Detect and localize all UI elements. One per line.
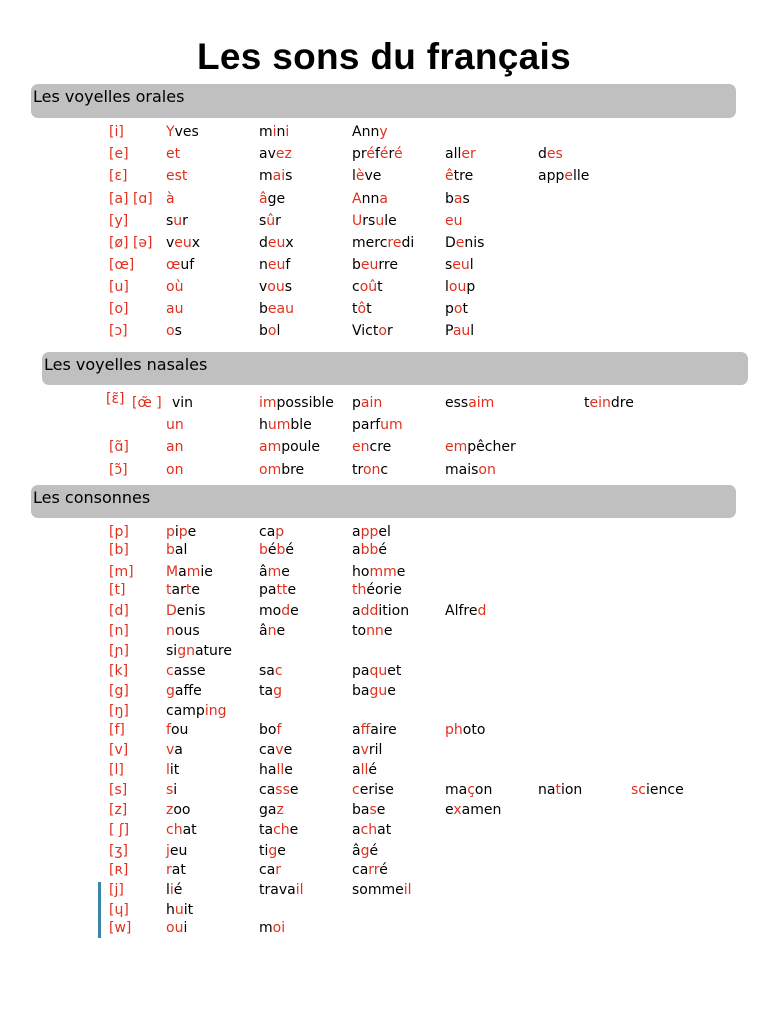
example-word: tag bbox=[259, 683, 282, 699]
phoneme-symbol: [g] bbox=[109, 683, 129, 699]
phoneme-symbol: [œ] bbox=[109, 257, 135, 273]
example-word: parfum bbox=[352, 417, 403, 433]
example-word: allé bbox=[352, 762, 377, 778]
example-word: science bbox=[631, 782, 684, 798]
example-word: deux bbox=[259, 235, 294, 251]
phoneme-symbol: [ɛ] bbox=[109, 168, 128, 184]
phoneme-symbol: [ø] [ə] bbox=[109, 235, 153, 251]
example-word: car bbox=[259, 862, 282, 878]
phoneme-symbol: [s] bbox=[109, 782, 128, 798]
consonant-row bbox=[0, 524, 768, 544]
phoneme-symbol: [a] [ɑ] bbox=[109, 191, 153, 207]
example-word: veux bbox=[166, 235, 201, 251]
phoneme-symbol: [m] bbox=[109, 564, 134, 580]
example-word: gaffe bbox=[166, 683, 202, 699]
example-word: homme bbox=[352, 564, 406, 580]
example-word: ombre bbox=[259, 462, 305, 478]
example-word: empêcher bbox=[445, 439, 516, 455]
example-word: coût bbox=[352, 279, 383, 295]
phoneme-symbol: [p] bbox=[109, 524, 129, 540]
example-word: où bbox=[166, 279, 184, 295]
example-word: lève bbox=[352, 168, 382, 184]
example-word: Paul bbox=[445, 323, 475, 339]
example-word: tronc bbox=[352, 462, 389, 478]
example-word: teindre bbox=[584, 395, 634, 411]
example-word: essaim bbox=[445, 395, 495, 411]
example-word: beurre bbox=[352, 257, 398, 273]
oral-vowel-row bbox=[0, 213, 768, 233]
example-word: pain bbox=[352, 395, 383, 411]
example-word: vin bbox=[172, 395, 194, 411]
example-word: affaire bbox=[352, 722, 397, 738]
example-word: âme bbox=[259, 564, 290, 580]
example-word: beau bbox=[259, 301, 294, 317]
nasal-vowel-row bbox=[0, 462, 768, 482]
section-title: Les voyelles orales bbox=[33, 87, 185, 106]
example-word: encre bbox=[352, 439, 392, 455]
phoneme-symbol: [b] bbox=[109, 542, 129, 558]
example-word: Anna bbox=[352, 191, 388, 207]
phoneme-symbol: [d] bbox=[109, 603, 129, 619]
example-word: moi bbox=[259, 920, 286, 936]
example-word: abbé bbox=[352, 542, 387, 558]
margin-bar bbox=[98, 882, 101, 938]
consonant-row bbox=[0, 742, 768, 762]
consonant-row bbox=[0, 762, 768, 782]
example-word: maison bbox=[445, 462, 496, 478]
oral-vowel-row bbox=[0, 279, 768, 299]
phoneme-symbol: [ɔ] bbox=[109, 323, 128, 339]
example-word: Denis bbox=[445, 235, 485, 251]
phoneme-symbol: [ɑ̃] bbox=[109, 439, 129, 455]
example-word: bof bbox=[259, 722, 282, 738]
example-word: ampoule bbox=[259, 439, 321, 455]
example-word: Yves bbox=[166, 124, 199, 140]
example-word: est bbox=[166, 168, 188, 184]
phoneme-symbol: [ɔ̃] bbox=[109, 462, 128, 478]
phoneme-symbol: [ŋ] bbox=[109, 703, 129, 719]
example-word: travail bbox=[259, 882, 304, 898]
example-word: bague bbox=[352, 683, 396, 699]
example-word: Alfred bbox=[445, 603, 487, 619]
example-word: bol bbox=[259, 323, 281, 339]
example-word: Denis bbox=[166, 603, 206, 619]
example-word: casse bbox=[166, 663, 206, 679]
phoneme-symbol: [n] bbox=[109, 623, 129, 639]
example-word: zoo bbox=[166, 802, 191, 818]
example-word: bas bbox=[445, 191, 470, 207]
consonant-row bbox=[0, 663, 768, 683]
phoneme-symbol: [l] bbox=[109, 762, 124, 778]
example-word: avril bbox=[352, 742, 383, 758]
consonant-row bbox=[0, 582, 768, 602]
example-word: huit bbox=[166, 902, 194, 918]
example-word: on bbox=[166, 462, 184, 478]
example-word: tôt bbox=[352, 301, 372, 317]
example-word: théorie bbox=[352, 582, 402, 598]
example-word: au bbox=[166, 301, 184, 317]
example-word: être bbox=[445, 168, 474, 184]
consonant-row bbox=[0, 703, 768, 723]
consonant-row bbox=[0, 802, 768, 822]
section-header-voyelles-nasales bbox=[42, 352, 748, 385]
example-word: tarte bbox=[166, 582, 200, 598]
example-word: neuf bbox=[259, 257, 291, 273]
consonant-row bbox=[0, 683, 768, 703]
consonant-row bbox=[0, 542, 768, 562]
consonant-row bbox=[0, 603, 768, 623]
example-word: humble bbox=[259, 417, 312, 433]
example-word: chat bbox=[166, 822, 197, 838]
consonant-row bbox=[0, 722, 768, 742]
consonant-row bbox=[0, 822, 768, 842]
example-word: mercredi bbox=[352, 235, 415, 251]
example-word: lit bbox=[166, 762, 180, 778]
example-word: cerise bbox=[352, 782, 394, 798]
example-word: addition bbox=[352, 603, 410, 619]
example-word: seul bbox=[445, 257, 474, 273]
example-word: paquet bbox=[352, 663, 402, 679]
phoneme-symbol: [e] bbox=[109, 146, 129, 162]
oral-vowel-row bbox=[0, 301, 768, 321]
example-word: aller bbox=[445, 146, 476, 162]
example-word: un bbox=[166, 417, 184, 433]
phoneme-symbol: [ɥ] bbox=[109, 902, 129, 918]
example-word: signature bbox=[166, 643, 232, 659]
phoneme-symbol: [z] bbox=[109, 802, 128, 818]
example-word: avez bbox=[259, 146, 292, 162]
example-word: rat bbox=[166, 862, 186, 878]
oral-vowel-row bbox=[0, 191, 768, 211]
example-word: si bbox=[166, 782, 178, 798]
oral-vowel-row bbox=[0, 257, 768, 277]
example-word: os bbox=[166, 323, 182, 339]
example-word: gaz bbox=[259, 802, 284, 818]
oral-vowel-row bbox=[0, 124, 768, 144]
example-word: an bbox=[166, 439, 184, 455]
example-word: sac bbox=[259, 663, 283, 679]
oral-vowel-row bbox=[0, 168, 768, 188]
example-word: Victor bbox=[352, 323, 393, 339]
consonant-row bbox=[0, 782, 768, 802]
example-word: sur bbox=[166, 213, 188, 229]
example-word: cave bbox=[259, 742, 293, 758]
example-word: mode bbox=[259, 603, 299, 619]
example-word: examen bbox=[445, 802, 502, 818]
example-word: achat bbox=[352, 822, 392, 838]
consonant-row bbox=[0, 623, 768, 643]
phoneme-symbol: [ʀ] bbox=[109, 862, 129, 878]
example-word: halle bbox=[259, 762, 293, 778]
section-title: Les consonnes bbox=[33, 488, 151, 507]
example-word: fou bbox=[166, 722, 189, 738]
phoneme-symbol: [k] bbox=[109, 663, 129, 679]
phoneme-symbol: [v] bbox=[109, 742, 129, 758]
example-word: pipe bbox=[166, 524, 197, 540]
example-word: mais bbox=[259, 168, 293, 184]
example-word: maçon bbox=[445, 782, 493, 798]
example-word: appel bbox=[352, 524, 391, 540]
example-word: âge bbox=[259, 191, 286, 207]
section-title: Les voyelles nasales bbox=[44, 355, 208, 374]
example-word: appelle bbox=[538, 168, 590, 184]
example-word: nation bbox=[538, 782, 583, 798]
example-word: âgé bbox=[352, 843, 379, 859]
example-word: vous bbox=[259, 279, 293, 295]
consonant-row bbox=[0, 564, 768, 584]
example-word: Mamie bbox=[166, 564, 213, 580]
example-word: tonne bbox=[352, 623, 393, 639]
phoneme-symbol: [o] bbox=[109, 301, 129, 317]
example-word: carré bbox=[352, 862, 388, 878]
example-word: oui bbox=[166, 920, 188, 936]
consonant-row bbox=[0, 862, 768, 882]
section-header-voyelles-orales bbox=[31, 84, 736, 118]
example-word: photo bbox=[445, 722, 486, 738]
example-word: bébé bbox=[259, 542, 295, 558]
consonant-row bbox=[0, 902, 768, 922]
oral-vowel-row bbox=[0, 235, 768, 255]
example-word: bal bbox=[166, 542, 188, 558]
example-word: des bbox=[538, 146, 563, 162]
example-word: tache bbox=[259, 822, 299, 838]
example-word: âne bbox=[259, 623, 286, 639]
example-word: et bbox=[166, 146, 181, 162]
oral-vowel-row bbox=[0, 146, 768, 166]
nasal-vowel-row bbox=[0, 439, 768, 459]
page-title: Les sons du français bbox=[196, 36, 572, 77]
example-word: tige bbox=[259, 843, 286, 859]
example-word: eu bbox=[445, 213, 463, 229]
example-word: sommeil bbox=[352, 882, 412, 898]
nasal-vowel-row bbox=[0, 391, 768, 415]
example-word: loup bbox=[445, 279, 476, 295]
example-word: jeu bbox=[166, 843, 188, 859]
phoneme-symbol: [ ʃ] bbox=[109, 822, 130, 838]
example-word: préféré bbox=[352, 146, 403, 162]
example-word: lié bbox=[166, 882, 183, 898]
example-word: Ursule bbox=[352, 213, 397, 229]
example-word: à bbox=[166, 191, 175, 207]
phoneme-symbol: [ɲ] bbox=[109, 643, 129, 659]
phoneme-symbol: [ɛ̃] bbox=[106, 391, 125, 407]
oral-vowel-row bbox=[0, 323, 768, 343]
consonant-row bbox=[0, 843, 768, 863]
phoneme-symbol: [j] bbox=[109, 882, 124, 898]
phoneme-symbol: [u] bbox=[109, 279, 129, 295]
example-word: va bbox=[166, 742, 183, 758]
example-word: camping bbox=[166, 703, 227, 719]
example-word: œuf bbox=[166, 257, 195, 273]
example-word: casse bbox=[259, 782, 299, 798]
phoneme-symbol: [ʒ] bbox=[109, 843, 129, 859]
example-word: pot bbox=[445, 301, 468, 317]
phoneme-symbol: [w] bbox=[109, 920, 132, 936]
phoneme-symbol: [t] bbox=[109, 582, 126, 598]
example-word: base bbox=[352, 802, 386, 818]
section-header-consonnes bbox=[31, 485, 736, 518]
consonant-row bbox=[0, 920, 768, 940]
example-word: mini bbox=[259, 124, 290, 140]
phoneme-symbol: [y] bbox=[109, 213, 129, 229]
example-word: cap bbox=[259, 524, 285, 540]
consonant-row bbox=[0, 882, 768, 902]
example-word: impossible bbox=[259, 395, 334, 411]
nasal-vowel-row bbox=[0, 417, 768, 437]
example-word: patte bbox=[259, 582, 297, 598]
example-word: nous bbox=[166, 623, 200, 639]
consonant-row bbox=[0, 643, 768, 663]
phoneme-symbol: [f] bbox=[109, 722, 125, 738]
example-word: Anny bbox=[352, 124, 388, 140]
example-word: sûr bbox=[259, 213, 281, 229]
phoneme-symbol: [i] bbox=[109, 124, 124, 140]
phoneme-symbol: [œ̃ ] bbox=[132, 395, 162, 411]
